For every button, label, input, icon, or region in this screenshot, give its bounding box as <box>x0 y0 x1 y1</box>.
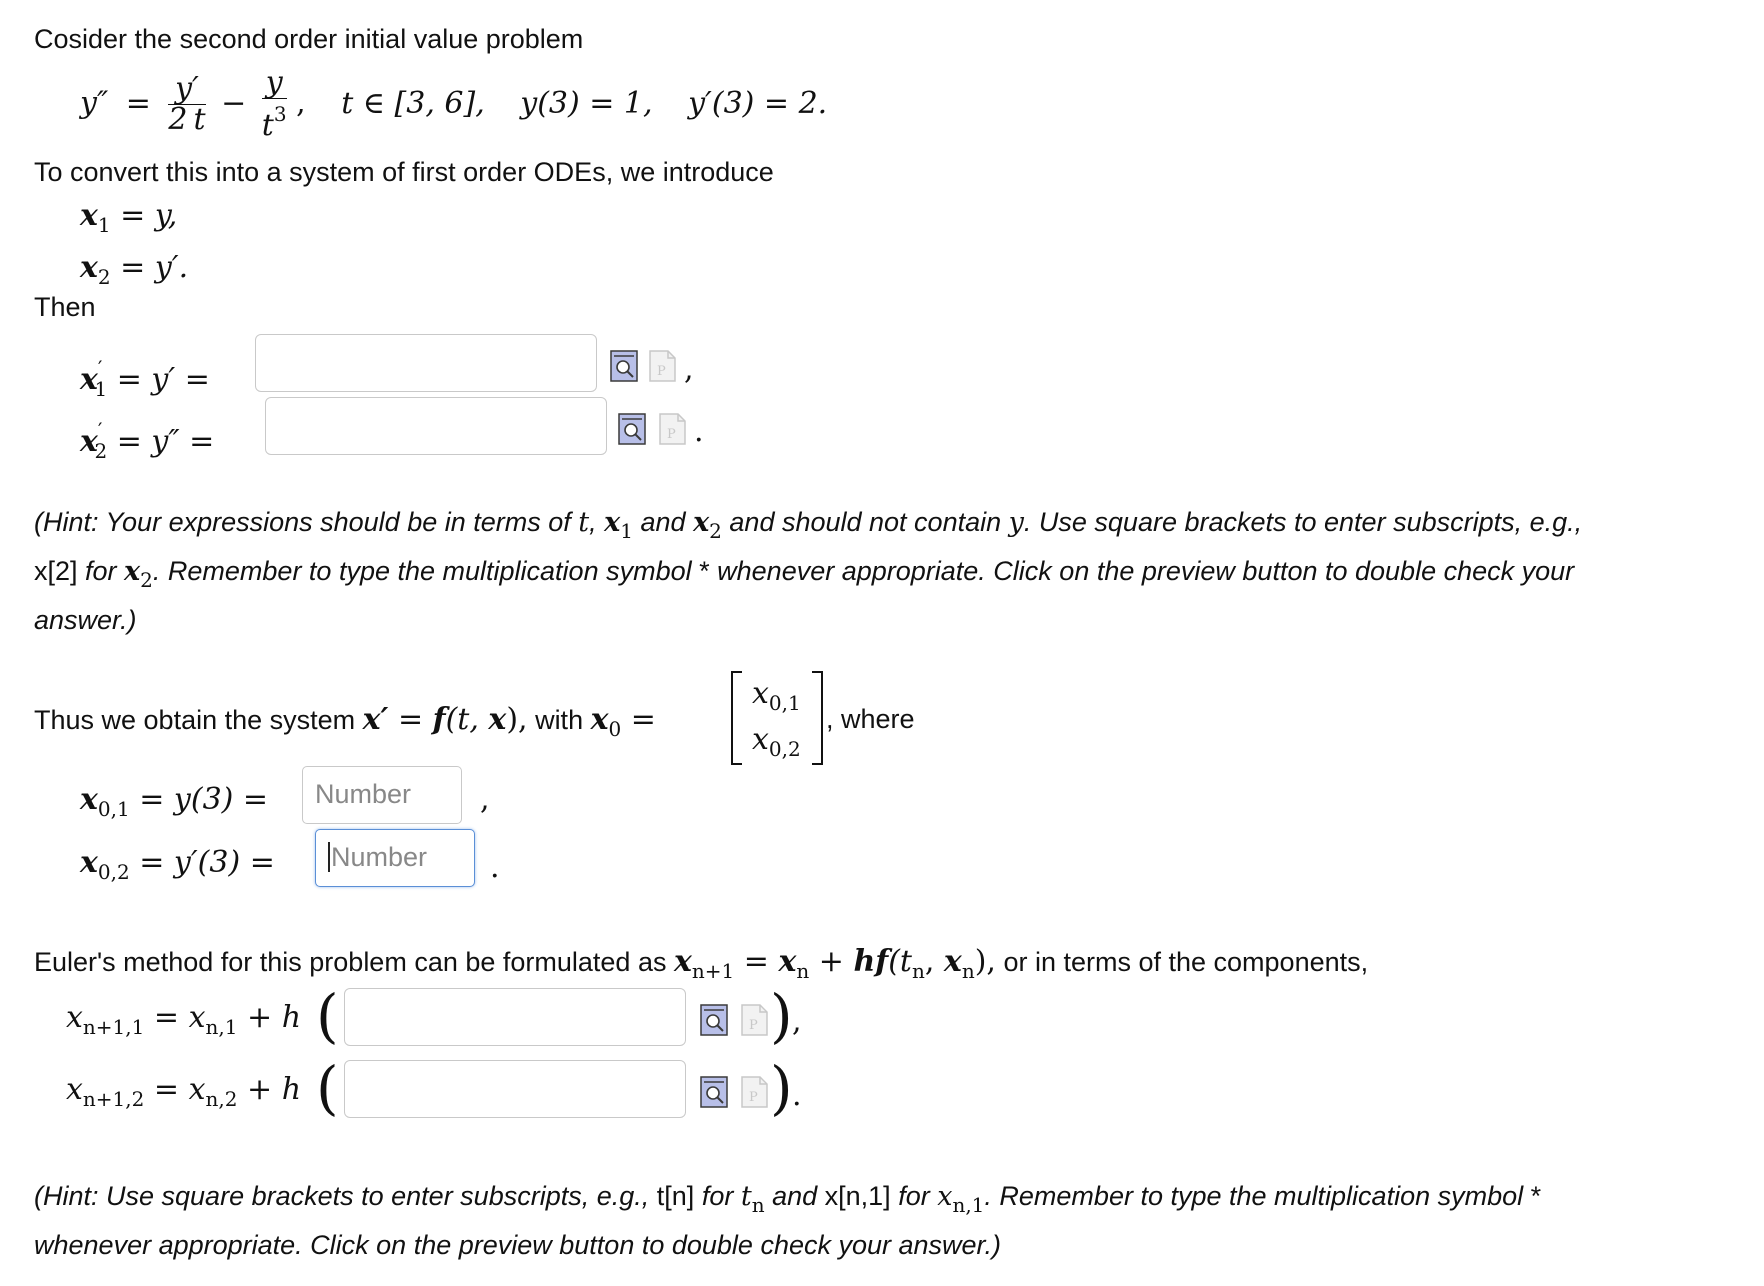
equation-editor-icon[interactable] <box>648 350 676 382</box>
system-row-2-label: $x'_2 = y''$ = <box>80 418 215 463</box>
def-x1-var: x <box>80 198 98 233</box>
def-x2-sub: 2 <box>97 265 111 289</box>
magnifier-preview-icon[interactable] <box>610 350 638 382</box>
ode-comma: , <box>296 85 306 121</box>
sys1-mid: = y′ = <box>116 362 210 397</box>
euler-row-2-close-paren: ) <box>770 1054 793 1122</box>
frac2-den-base: t <box>261 108 274 143</box>
svg-text:P: P <box>657 364 666 379</box>
euler-line: Euler's method for this problem can be formulated as $x_{n+1} = x_n + hf(t_n$, $x_n$), or in terms of the components, <box>34 944 1369 983</box>
euler-row-2-open-paren: ( <box>316 1054 339 1122</box>
def-x1-rest: = y, <box>110 198 178 233</box>
euler-row-1-open-paren: ( <box>316 982 339 1050</box>
ode-minus: − <box>221 85 247 121</box>
magnifier-preview-icon[interactable] <box>700 1004 728 1036</box>
euler-row-2-end: . <box>792 1078 802 1113</box>
x1-prime-input[interactable] <box>255 334 597 392</box>
frac1-num: y′ <box>168 74 205 105</box>
ode-domain: t ∈ [3, 6], <box>341 85 485 121</box>
sys1-end: , <box>684 352 694 387</box>
euler-row-1-end: , <box>792 1004 802 1039</box>
convert-text: To convert this into a system of first order ODEs, we introduce <box>34 157 774 187</box>
x01-label: $x_{0,1} = y(3)$ = <box>80 782 269 821</box>
euler-row-1-label: $x_{n+1,1} = x_{n,1} + h$ <box>66 1000 302 1039</box>
euler-x2-input[interactable] <box>344 1060 686 1118</box>
def-x1 <box>80 198 177 243</box>
ode-frac1 <box>168 71 206 137</box>
sys2-mid: = y″ = <box>116 424 215 459</box>
vector-right-bracket <box>808 670 826 766</box>
ode-ic2: y′(3) = 2. <box>688 85 828 121</box>
then-text: Then <box>34 292 96 322</box>
equation-editor-icon[interactable] <box>740 1004 768 1036</box>
euler-row-2-label: $x_{n+1,2} = x_{n,2} + h$ <box>66 1072 302 1111</box>
vector-entry-1: $x_{0,1}$ <box>752 676 801 715</box>
sys2-end: . <box>694 414 704 449</box>
x2-prime-input[interactable] <box>265 397 607 455</box>
frac2-num: y <box>262 68 287 99</box>
equation-editor-icon[interactable] <box>740 1076 768 1108</box>
def-x2 <box>80 250 188 295</box>
system-row-1-label: $x'_1 = y'$ = <box>80 356 210 401</box>
def-x2-rest: = y′. <box>110 250 189 285</box>
sys2-sub: 2 <box>94 439 108 463</box>
hint-2: (Hint: Use square brackets to enter subscripts, e.g., t[n] for $t_n$ and x[n,1] for $x_{n,1}$. Remember to type the multiplication symbol * whenever appropriate. Click on the preview button to double check your answer.) <box>34 1181 1542 1260</box>
x01-number-input[interactable]: Number <box>302 766 462 824</box>
euler-x1-input[interactable] <box>344 988 686 1046</box>
def-x1-sub: 1 <box>97 213 111 237</box>
system-line-where: , where <box>826 704 915 734</box>
ode-eq: = <box>125 85 151 121</box>
x02-end: . <box>490 850 500 885</box>
sys1-sub: 1 <box>94 377 108 401</box>
magnifier-preview-icon[interactable] <box>700 1076 728 1108</box>
euler-row-1-close-paren: ) <box>770 982 793 1050</box>
equation-editor-icon[interactable] <box>658 413 686 445</box>
ode-ic1: y(3) = 1, <box>520 85 653 121</box>
intro-text: Cosider the second order initial value problem <box>34 24 584 54</box>
frac2-den-exp: 3 <box>273 102 287 126</box>
x01-end: , <box>480 782 490 817</box>
ode-equation <box>80 65 828 143</box>
def-x2-var: x <box>80 250 98 285</box>
hint-1: (Hint: Your expressions should be in terms of t, $x_1$ and $x_2$ and should not contain y. Use square brackets to enter subscripts, e.g., x[2] for $x_2$. Remember to type the multiplication symbol * whenever appropriate. Click on the preview button to double check your answer.) <box>34 507 1583 635</box>
ode-lhs: y″ <box>80 85 109 121</box>
vector-left-bracket <box>728 670 746 766</box>
sys2-var: x <box>80 424 98 459</box>
svg-text:P: P <box>667 427 676 442</box>
vector-entry-2: $x_{0,2}$ <box>752 722 801 761</box>
x02-number-input[interactable]: Number <box>315 829 475 887</box>
frac1-den: 2 t <box>168 102 206 137</box>
svg-text:P: P <box>749 1090 758 1105</box>
system-line: Thus we obtain the system x′ = f(t, x), with $x_0$ = <box>34 702 656 741</box>
x02-label: $x_{0,2} = y'(3)$ = <box>80 845 275 884</box>
ode-frac2 <box>261 65 287 143</box>
magnifier-preview-icon[interactable] <box>618 413 646 445</box>
svg-text:P: P <box>749 1018 758 1033</box>
sys1-var: x <box>80 362 98 397</box>
